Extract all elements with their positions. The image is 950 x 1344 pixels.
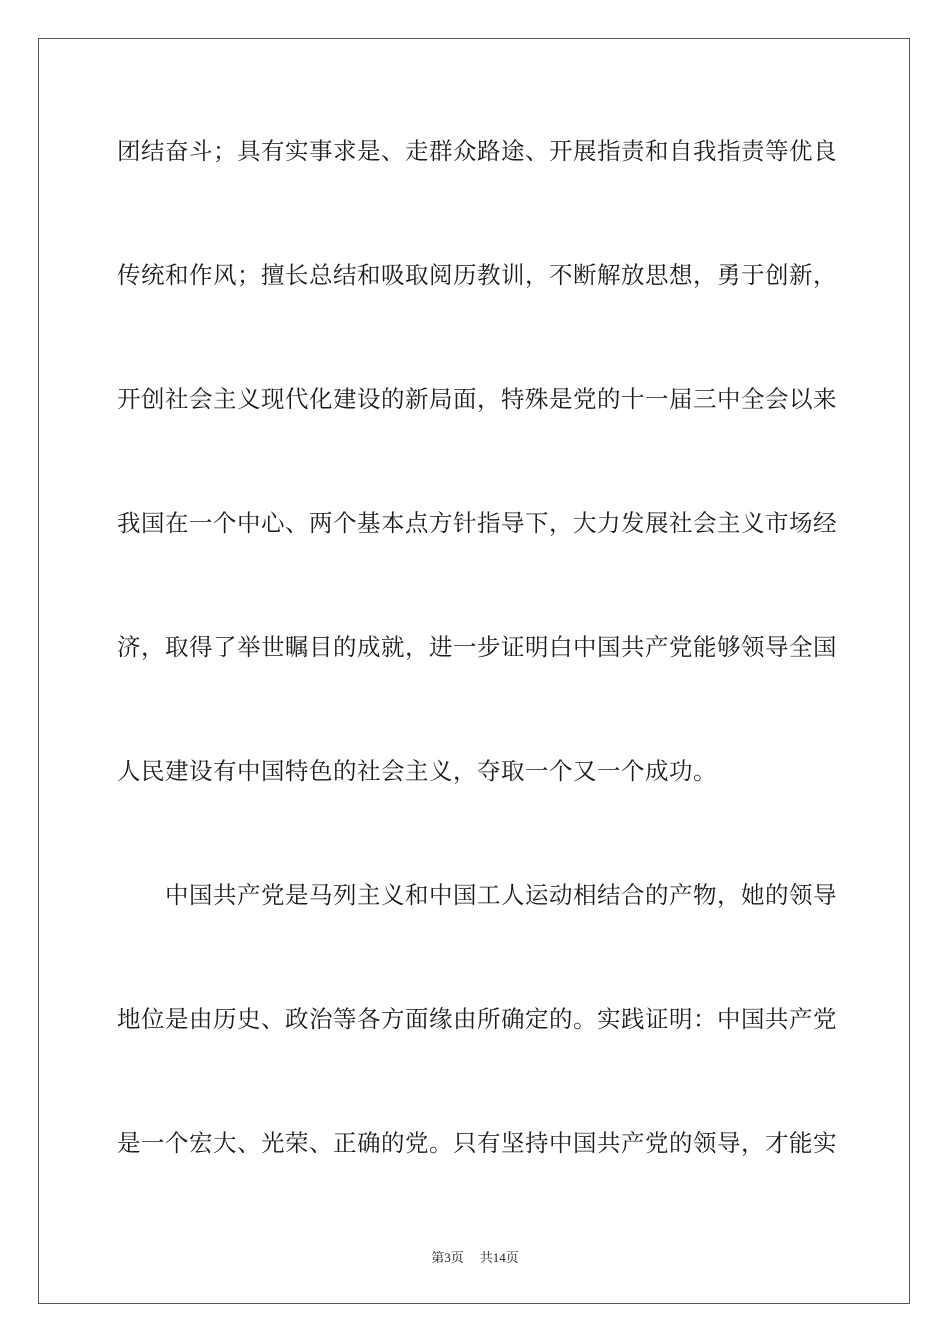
- paragraph-line: 人民建设有中国特色的社会主义，夺取一个又一个成功。: [117, 757, 717, 785]
- paragraph-line: 我国在一个中心、两个基本点方针指导下，大力发展社会主义市场经: [117, 509, 837, 537]
- page-number: 第3页: [431, 1250, 464, 1265]
- paragraph-line: 开创社会主义现代化建设的新局面，特殊是党的十一届三中全会以来: [117, 385, 837, 413]
- paragraph-line: 传统和作风；擅长总结和吸取阅历教训，不断解放思想，勇于创新，: [117, 261, 837, 289]
- paragraph-line: 团结奋斗；具有实事求是、走群众路途、开展指责和自我指责等优良: [117, 137, 837, 165]
- page-border: [38, 38, 910, 1304]
- paragraph-line: 中国共产党是马列主义和中国工人运动相结合的产物，她的领导: [165, 881, 837, 909]
- page-footer: [0, 1247, 950, 1266]
- paragraph-line: 济，取得了举世瞩目的成就，进一步证明白中国共产党能够领导全国: [117, 633, 837, 661]
- paragraph-line: 是一个宏大、光荣、正确的党。只有坚持中国共产党的领导，才能实: [117, 1129, 837, 1157]
- paragraph-line: 地位是由历史、政治等各方面缘由所确定的。实践证明：中国共产党: [117, 1005, 837, 1033]
- page-total: 共14页: [479, 1250, 519, 1265]
